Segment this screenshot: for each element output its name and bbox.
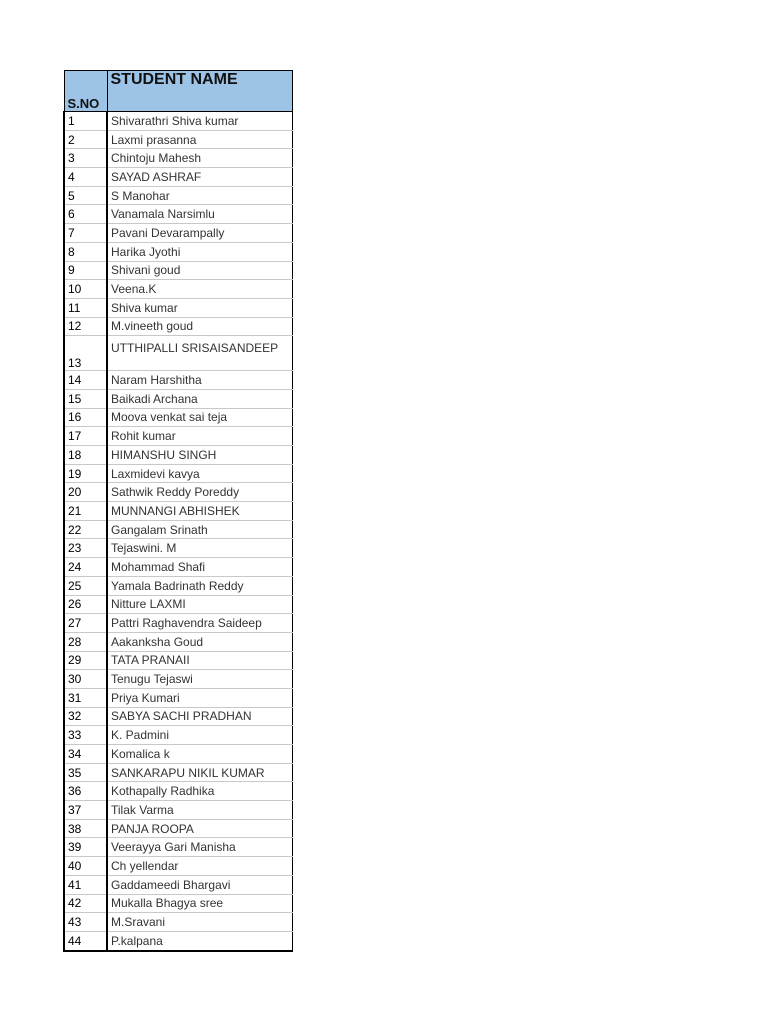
student-name-cell: Moova venkat sai teja <box>107 408 292 427</box>
serial-number-cell: 30 <box>64 670 107 689</box>
table-row <box>64 819 292 838</box>
student-name-cell: Sathwik Reddy Poreddy <box>107 483 292 502</box>
student-name-cell: Veerayya Gari Manisha <box>107 838 292 857</box>
student-name-cell: S Manohar <box>107 186 292 205</box>
serial-number-cell: 15 <box>64 389 107 408</box>
student-name-cell: Gangalam Srinath <box>107 520 292 539</box>
serial-number-cell: 28 <box>64 632 107 651</box>
serial-number-cell: 14 <box>64 371 107 390</box>
table-row <box>64 371 292 390</box>
table-row <box>64 875 292 894</box>
table-row <box>64 389 292 408</box>
table-row <box>64 913 292 932</box>
table-row <box>64 520 292 539</box>
table-row <box>64 558 292 577</box>
serial-number-cell: 39 <box>64 838 107 857</box>
serial-number-cell: 24 <box>64 558 107 577</box>
student-name-cell: M.Sravani <box>107 913 292 932</box>
serial-number-cell: 13 <box>64 336 107 371</box>
table-row <box>64 801 292 820</box>
student-name-cell: Chintoju Mahesh <box>107 149 292 168</box>
serial-number-cell: 16 <box>64 408 107 427</box>
student-name-cell: Aakanksha Goud <box>107 632 292 651</box>
student-name-cell: Laxmidevi kavya <box>107 464 292 483</box>
serial-number-cell: 37 <box>64 801 107 820</box>
student-name-cell: Rohit kumar <box>107 427 292 446</box>
serial-number-cell: 22 <box>64 520 107 539</box>
serial-number-cell: 23 <box>64 539 107 558</box>
column-header-student-name: STUDENT NAME <box>107 71 292 112</box>
serial-number-cell: 21 <box>64 502 107 521</box>
student-name-cell: K. Padmini <box>107 726 292 745</box>
table-body <box>64 112 292 951</box>
serial-number-cell: 43 <box>64 913 107 932</box>
table-row <box>64 242 292 261</box>
student-name-cell: Laxmi prasanna <box>107 130 292 149</box>
serial-number-cell: 9 <box>64 261 107 280</box>
table-row <box>64 168 292 187</box>
table-row <box>64 427 292 446</box>
student-name-cell: SAYAD ASHRAF <box>107 168 292 187</box>
table-row <box>64 224 292 243</box>
student-name-cell: Mukalla Bhagya sree <box>107 894 292 913</box>
header-row <box>64 71 292 112</box>
student-name-cell: Komalica k <box>107 745 292 764</box>
table-row <box>64 894 292 913</box>
student-name-cell: Veena.K <box>107 280 292 299</box>
student-name-cell: Shivarathri Shiva kumar <box>107 112 292 131</box>
student-name-cell: M.vineeth goud <box>107 317 292 336</box>
serial-number-cell: 6 <box>64 205 107 224</box>
table-row <box>64 280 292 299</box>
table-row <box>64 298 292 317</box>
serial-number-cell: 31 <box>64 688 107 707</box>
table-row <box>64 726 292 745</box>
serial-number-cell: 42 <box>64 894 107 913</box>
student-name-cell: Priya Kumari <box>107 688 292 707</box>
serial-number-cell: 26 <box>64 595 107 614</box>
column-header-sno: S.NO <box>64 71 107 112</box>
student-name-cell: Tenugu Tejaswi <box>107 670 292 689</box>
student-name-cell: Pattri Raghavendra Saideep <box>107 614 292 633</box>
student-name-cell: TATA PRANAII <box>107 651 292 670</box>
serial-number-cell: 19 <box>64 464 107 483</box>
serial-number-cell: 4 <box>64 168 107 187</box>
table-row <box>64 539 292 558</box>
table-row <box>64 336 292 371</box>
student-name-cell: Shiva kumar <box>107 298 292 317</box>
table-row <box>64 408 292 427</box>
student-name-cell: PANJA ROOPA <box>107 819 292 838</box>
table-row <box>64 782 292 801</box>
student-name-cell: Shivani goud <box>107 261 292 280</box>
table-row <box>64 130 292 149</box>
table-row <box>64 707 292 726</box>
student-name-cell: Kothapally Radhika <box>107 782 292 801</box>
serial-number-cell: 1 <box>64 112 107 131</box>
table-row <box>64 763 292 782</box>
student-name-cell: Gaddameedi Bhargavi <box>107 875 292 894</box>
table-row <box>64 446 292 465</box>
table-row <box>64 149 292 168</box>
serial-number-cell: 29 <box>64 651 107 670</box>
student-name-cell: SANKARAPU NIKIL KUMAR <box>107 763 292 782</box>
serial-number-cell: 7 <box>64 224 107 243</box>
student-name-cell: P.kalpana <box>107 931 292 950</box>
student-name-cell: Tejaswini. M <box>107 539 292 558</box>
student-name-cell: Tilak Varma <box>107 801 292 820</box>
serial-number-cell: 3 <box>64 149 107 168</box>
serial-number-cell: 27 <box>64 614 107 633</box>
student-name-cell: Baikadi Archana <box>107 389 292 408</box>
table-row <box>64 205 292 224</box>
student-name-cell: Harika Jyothi <box>107 242 292 261</box>
student-name-cell: Mohammad Shafi <box>107 558 292 577</box>
serial-number-cell: 44 <box>64 931 107 950</box>
table-row <box>64 651 292 670</box>
serial-number-cell: 18 <box>64 446 107 465</box>
serial-number-cell: 12 <box>64 317 107 336</box>
serial-number-cell: 41 <box>64 875 107 894</box>
student-name-cell: MUNNANGI ABHISHEK <box>107 502 292 521</box>
table-row <box>64 595 292 614</box>
student-name-cell: Naram Harshitha <box>107 371 292 390</box>
table-row <box>64 745 292 764</box>
table-row <box>64 838 292 857</box>
table-row <box>64 112 292 131</box>
table-row <box>64 857 292 876</box>
table-row <box>64 186 292 205</box>
table-row <box>64 483 292 502</box>
serial-number-cell: 25 <box>64 576 107 595</box>
serial-number-cell: 2 <box>64 130 107 149</box>
student-name-cell: Nitture LAXMI <box>107 595 292 614</box>
table-row <box>64 576 292 595</box>
serial-number-cell: 35 <box>64 763 107 782</box>
table-row <box>64 931 292 950</box>
table-row <box>64 464 292 483</box>
student-name-cell: Vanamala Narsimlu <box>107 205 292 224</box>
student-name-cell: Yamala Badrinath Reddy <box>107 576 292 595</box>
table-row <box>64 688 292 707</box>
student-name-cell: HIMANSHU SINGH <box>107 446 292 465</box>
serial-number-cell: 32 <box>64 707 107 726</box>
table-row <box>64 670 292 689</box>
student-name-cell: Pavani Devarampally <box>107 224 292 243</box>
table-row <box>64 261 292 280</box>
table-header <box>64 71 292 112</box>
serial-number-cell: 10 <box>64 280 107 299</box>
serial-number-cell: 40 <box>64 857 107 876</box>
serial-number-cell: 11 <box>64 298 107 317</box>
table-row <box>64 502 292 521</box>
serial-number-cell: 8 <box>64 242 107 261</box>
serial-number-cell: 34 <box>64 745 107 764</box>
student-name-cell: Ch yellendar <box>107 857 292 876</box>
table-row <box>64 632 292 651</box>
serial-number-cell: 33 <box>64 726 107 745</box>
serial-number-cell: 17 <box>64 427 107 446</box>
student-roster-table <box>63 70 293 952</box>
serial-number-cell: 5 <box>64 186 107 205</box>
student-name-cell: UTTHIPALLI SRISAISANDEEP <box>107 336 292 371</box>
table-row <box>64 614 292 633</box>
table-row <box>64 317 292 336</box>
serial-number-cell: 36 <box>64 782 107 801</box>
student-name-cell: SABYA SACHI PRADHAN <box>107 707 292 726</box>
serial-number-cell: 20 <box>64 483 107 502</box>
serial-number-cell: 38 <box>64 819 107 838</box>
